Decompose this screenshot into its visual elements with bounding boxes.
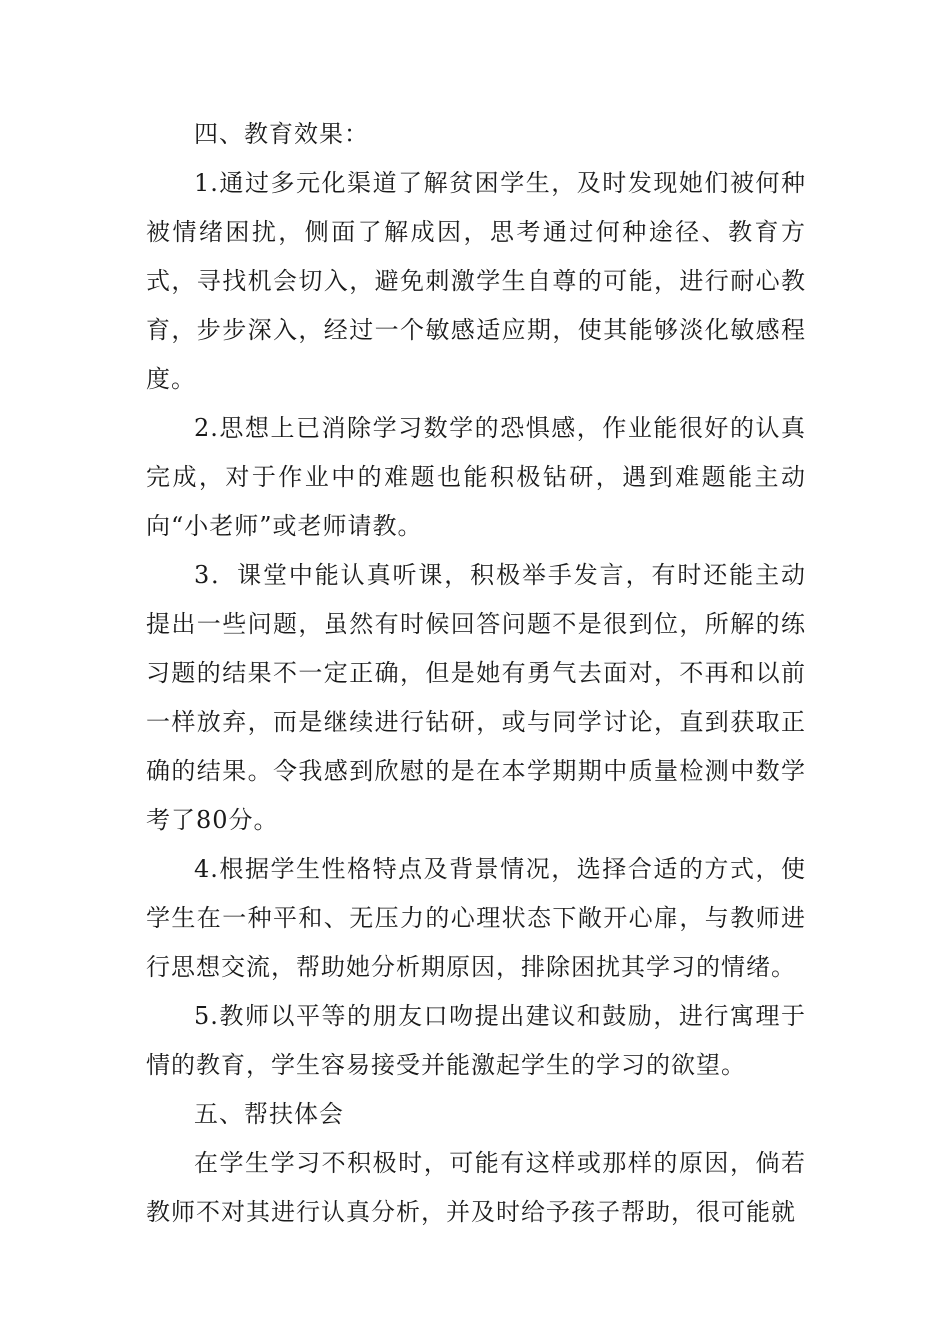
paragraph-reflection: 在学生学习不积极时，可能有这样或那样的原因，倘若教师不对其进行认真分析，并及时给予孩子帮助，很可能就: [146, 1149, 806, 1226]
paragraph-point-3: 3．课堂中能认真听课，积极举手发言，有时还能主动提出一些问题，虽然有时候回答问题不是很到位，所解的练习题的结果不一定正确，但是她有勇气去面对，不再和以前一样放弃，而是继续进行钻研，或与同学讨论，直到获取正确的结果。令我感到欣慰的是在本学期期中质量检测中数学考了80分。: [146, 561, 806, 834]
document-body: [146, 110, 806, 1237]
paragraph-point-1: 1.通过多元化渠道了解贫困学生，及时发现她们被何种被情绪困扰，侧面了解成因，思考通过何种途径、教育方式，寻找机会切入，避免刺激学生自尊的可能，进行耐心教育，步步深入，经过一个敏感适应期，使其能够淡化敏感程度。: [146, 169, 806, 393]
section-heading-education-results: 四、教育效果：: [194, 120, 369, 148]
paragraph-point-5: 5.教师以平等的朋友口吻提出建议和鼓励，进行寓理于情的教育，学生容易接受并能激起学生的学习的欲望。: [146, 1002, 806, 1079]
paragraph-point-4: 4.根据学生性格特点及背景情况，选择合适的方式，使学生在一种平和、无压力的心理状态下敞开心扉，与教师进行思想交流，帮助她分析期原因，排除困扰其学习的情绪。: [146, 855, 806, 981]
section-heading-assistance-reflections: 五、帮扶体会: [194, 1100, 344, 1128]
paragraph-point-2: 2.思想上已消除学习数学的恐惧感，作业能很好的认真完成，对于作业中的难题也能积极钻研，遇到难题能主动向“小老师”或老师请教。: [146, 414, 806, 540]
